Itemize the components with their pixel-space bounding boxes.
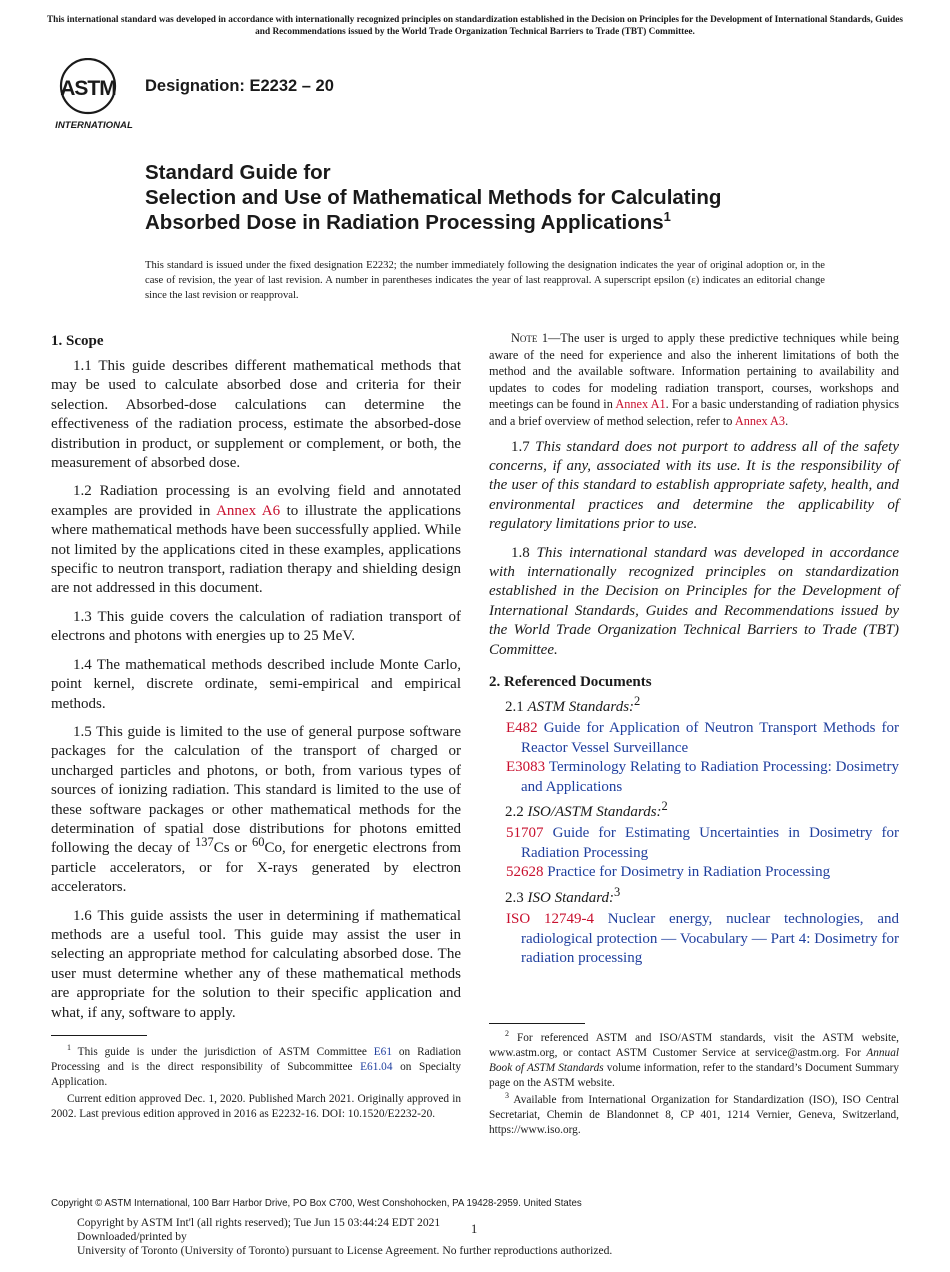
download-stamp-line-3: University of Toronto (University of Toronto) pursuant to License Agreement. No further reproductions authorized. (77, 1244, 613, 1257)
copyright-line: Copyright © ASTM International, 100 Barr Harbor Drive, PO Box C700, West Conshohocken, PA 19428-2959. United States (51, 1198, 582, 1209)
left-column (51, 330, 461, 1032)
footnote-divider-right (489, 1023, 585, 1024)
ref-51707[interactable]: 51707 Guide for Estimating Uncertainties in Dosimetry for Radiation Processing (506, 825, 900, 861)
paragraph-1-4: 1.4 The mathematical methods described include Monte Carlo, point kernel, discrete ordinate, semi-empirical and empirical methods. (51, 656, 461, 712)
paragraph-1-2: 1.2 Radiation processing is an evolving field and annotated examples are provided in Annex A6 to illustrate the applications where mathematical methods have been successfully applied. While not limited by the applications cited in these examples, applications specific to neutron transport, radiation therapy and shielding design are not addressed in this document. (51, 483, 461, 597)
footnote-3: $^3$ Available from International Organization for Standardization (ISO), ISO Central Secretariat, Chemin de Blandonnet 8, CP 401, 1214 Vernier, Geneva, Switzerland, https://www.iso.org. (489, 1091, 899, 1136)
paragraph-1-5: 1.5 This guide is limited to the use of general purpose software packages for the calculation of the transport of charged or uncharged particles and photons, or both, from various types of sources of ionizing radiation. This standard is limited to the use of these software packages or other mathematical methods for the determination of spatial dose distributions for photons emitted following the decay of $^{137}$Cs or $^{60}$Co, for energetic electrons from particle accelerators, or for X-rays generated by electron accelerators. (51, 723, 462, 896)
download-stamp-line-1: Copyright by ASTM Int'l (all rights reserved); Tue Jun 15 03:44:24 EDT 2021 (77, 1216, 441, 1229)
paragraph-1-8: 1.8 This international standard was developed in accordance with internationally recognized principles on standardization established in the Decision on Principles for the Development of International Standards, Guides and Recommendations issued by the World Trade Organization Technical Barriers to Trade (TBT) Committee. (489, 544, 900, 658)
footnote-1-edition: Current edition approved Dec. 1, 2020. Published March 2021. Originally approved in 2002. Last previous edition approved in 2016 as E2232-16. DOI: 10.1520/E2232-20. (51, 1093, 461, 1120)
document-title (145, 160, 905, 235)
title-footnote-mark: 1 (663, 209, 671, 225)
iso-standard-heading: 2.3 ISO Standard:$^3$ (505, 884, 621, 906)
title-line-3: Absorbed Dose in Radiation Processing Applications$^1$ (145, 209, 671, 234)
footnotes-right (489, 1031, 899, 1140)
logo-letters: ASTM (60, 77, 116, 100)
title-line-1: Standard Guide for (145, 161, 331, 184)
page-number: 1 (471, 1222, 478, 1236)
subcommittee-e61-04-link[interactable]: E61.04 (360, 1061, 393, 1073)
astm-standards-heading: 2.1 ASTM Standards:$^2$ (505, 694, 641, 716)
ref-iso-12749-4[interactable]: ISO 12749-4 Nuclear energy, nuclear technologies, and radiological protection — Vocabulary — Part 4: Dosimetry for radiation processing (506, 911, 899, 966)
note-1: Note 1—The user is urged to apply these predictive techniques while being aware of the need for experience and also the inherent limitations of both the method and the available software. Information pertaining to availability and updates to codes for modeling radiation transport, courses, workshops and meetings can be found in Annex A1. For a basic understanding of radiation physics and a brief overview of method selection, refer to Annex A3. (489, 331, 899, 428)
section-referenced-heading: 2. Referenced Documents (489, 674, 652, 691)
section-scope-heading: 1. Scope (51, 333, 104, 349)
designation: Designation: E2232 – 20 (145, 77, 334, 95)
footnote-divider-left (51, 1035, 147, 1036)
annex-a6-link[interactable]: Annex A6 (216, 502, 281, 519)
standard-notice: This international standard was developed in accordance with internationally recognized principles on standardization established in the Decision on Principles for the Development of International Standards, Guides and Recommendations issued by the World Trade Organization Technical Barriers to Trade (TBT) Committee. (46, 15, 904, 37)
ref-e482[interactable]: E482 Guide for Application of Neutron Transport Methods for Reactor Vessel Surveillance (506, 720, 900, 756)
paragraph-1-3: 1.3 This guide covers the calculation of radiation transport of electrons and photons with energies up to 25 MeV. (51, 608, 461, 645)
paragraph-1-6: 1.6 This guide assists the user in determining if mathematical methods are a useful tool. This guide may assist the user in selecting an appropriate method for calculating absorbed dose. The user must determine whether any of these mathematical methods are appropriate for the solution to their specific application and what, if any, software to apply. (51, 907, 461, 1021)
committee-e61-link[interactable]: E61 (373, 1046, 392, 1058)
footnote-2: $^2$ For referenced ASTM and ISO/ASTM standards, visit the ASTM website, www.astm.org, or contact ASTM Customer Service at service@astm.org. For Annual Book of ASTM Standards volume information, refer to the standard’s Document Summary page on the ASTM website. (489, 1029, 899, 1089)
download-stamp-line-2: Downloaded/printed by (77, 1230, 187, 1243)
issued-statement: This standard is issued under the fixed designation E2232; the number immediately following the designation indicates the year of original adoption or, in the case of revision, the year of last revision. A number in parentheses indicates the year of last reapproval. A superscript epsilon (ε) indicates an editorial change since the last revision or reapproval. (145, 260, 825, 301)
annex-a3-link[interactable]: Annex A3 (734, 413, 786, 428)
title-line-2: Selection and Use of Mathematical Methods for Calculating (145, 186, 722, 209)
right-column (489, 330, 899, 968)
ref-e3083[interactable]: E3083 Terminology Relating to Radiation Processing: Dosimetry and Applications (506, 759, 899, 795)
astm-logo (52, 58, 134, 132)
footnote-1: $^1$ This guide is under the jurisdiction of ASTM Committee E61 on Radiation Processing and is the direct responsibility of Subcommittee E61.04 on Specialty Application. (51, 1043, 461, 1088)
download-stamp (77, 1216, 612, 1258)
iso-astm-standards-heading: 2.2 ISO/ASTM Standards:$^2$ (505, 799, 668, 821)
footnotes-left (51, 1045, 461, 1124)
annex-a1-link[interactable]: Annex A1 (615, 397, 666, 412)
ref-52628[interactable]: 52628 Practice for Dosimetry in Radiation Processing (506, 864, 831, 881)
paragraph-1-1: 1.1 This guide describes different mathematical methods that may be used to calculate absorbed dose and criteria for their selection. Absorbed-dose calculations can determine the effectiveness of the radiation process, estimate the absorbed-dose distribution in product, or supplement or complement, or both, the measurement of absorbed dose. (51, 358, 461, 472)
logo-subtext: INTERNATIONAL (55, 120, 133, 131)
paragraph-1-7: 1.7 This standard does not purport to address all of the safety concerns, if any, associated with its use. It is the responsibility of the user of this standard to establish appropriate safety, health, and environmental practices and determine the applicability of regulatory limitations prior to use. (489, 438, 900, 533)
